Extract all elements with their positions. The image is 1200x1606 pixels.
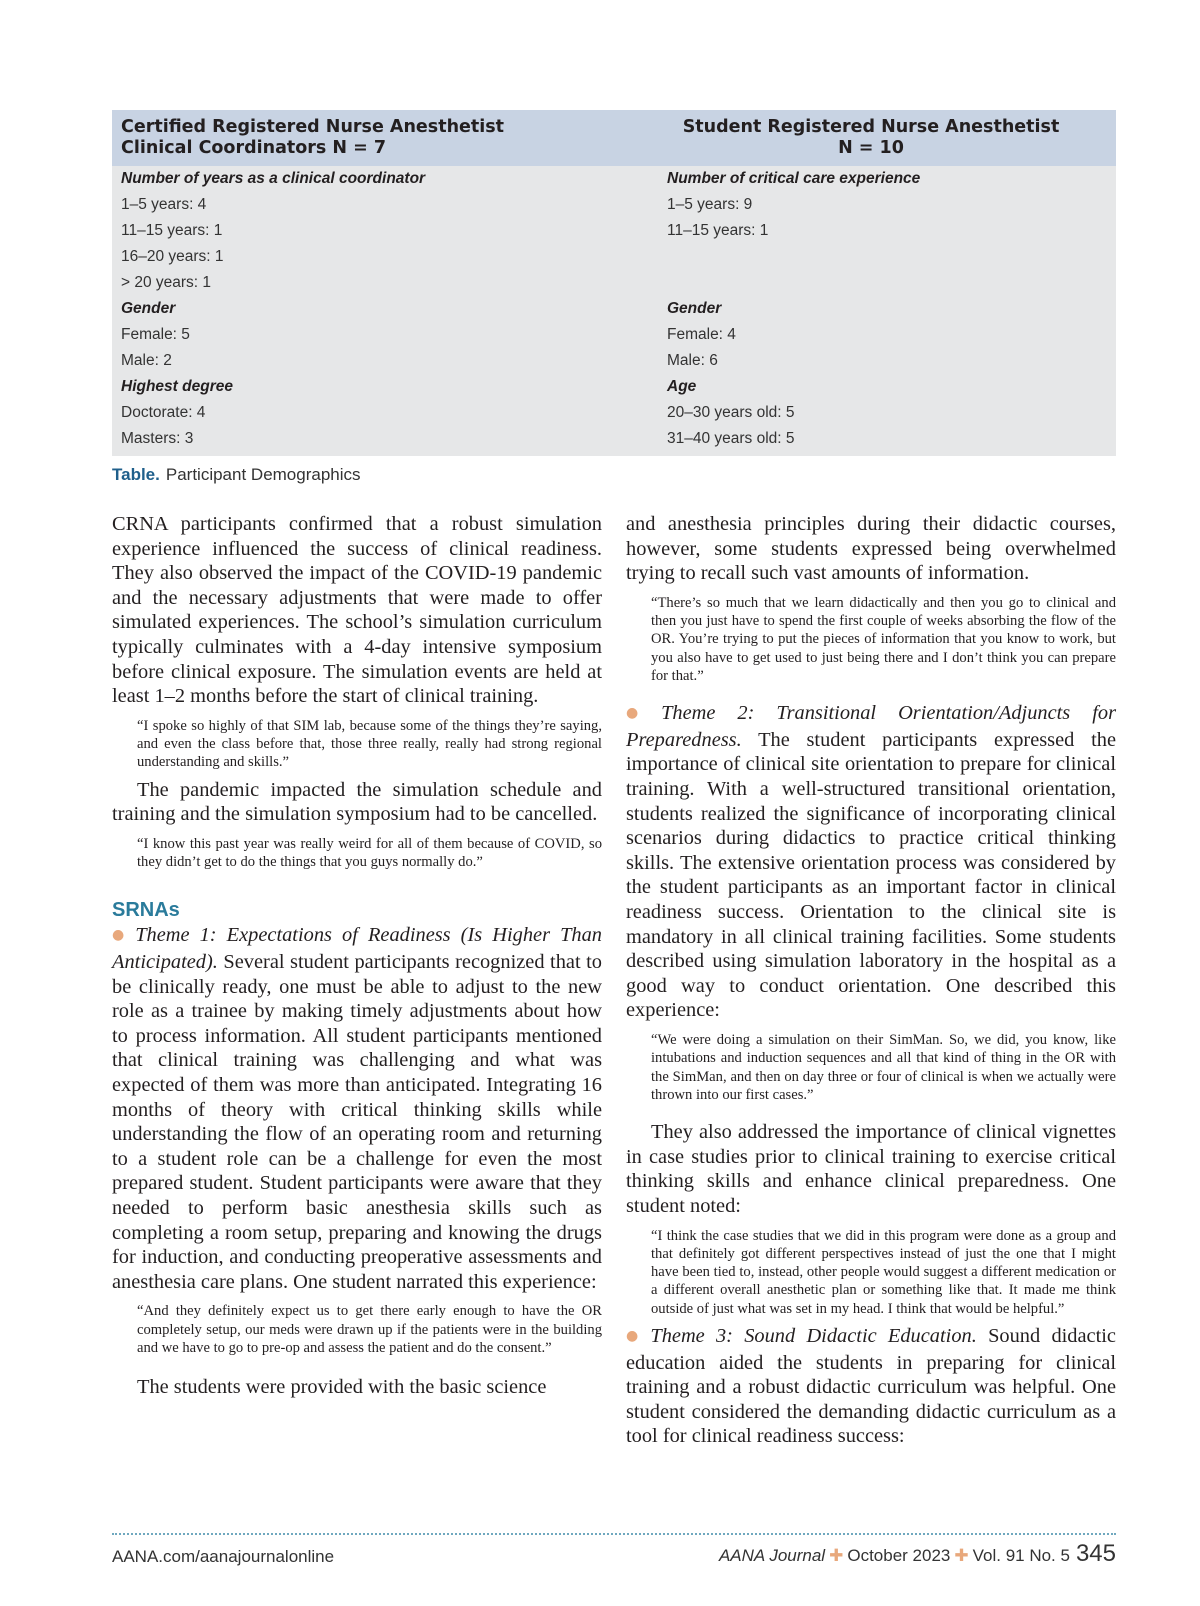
footer-url[interactable]: AANA.com/aanajournalonline (112, 1547, 335, 1566)
table-cell: 16–20 years: 1 (121, 248, 224, 265)
quote: “We were doing a simulation on their SimMan. So, we did, you know, like intubations and induction sequences and all that kind of thing in the OR with the SimMan, and then on day three or four of clinical is when we actually were thrown into our first cases.” (651, 1031, 1116, 1103)
bullet-icon: ● (112, 927, 130, 944)
quote: “And they definitely expect us to get there early enough to have the OR completely setup, our meds were drawn up if the patients were in the building and we have to go to pre-op and assess the patient and do the consent.” (137, 1303, 602, 1356)
quote: “There’s so much that we learn didactically and then you go to clinical and then you just have to spend the first couple of weeks absorbing the flow of the OR. You’re trying to put the pieces of information that you know to work, but you also have to get used to just being there and I don’t think you can prepare for that.” (651, 594, 1116, 684)
page-number: 345 (1075, 1540, 1116, 1567)
table-header-crna (121, 117, 641, 159)
table-cell: Highest degree (121, 378, 233, 395)
footer-citation (719, 1540, 1116, 1568)
paragraph: The students were provided with the basic science (137, 1376, 547, 1399)
table-column-crna (121, 166, 621, 452)
table-caption-label: Table. (112, 465, 160, 484)
table-cell: 20–30 years old: 5 (667, 404, 795, 421)
bullet-icon: ● (626, 1328, 645, 1345)
table-cell: Masters: 3 (121, 430, 194, 447)
footer-divider (112, 1533, 1116, 1535)
table-header-srna-line2: N = 10 (838, 138, 904, 158)
table-cell: Number of critical care experience (667, 170, 921, 187)
table-cell: 31–40 years old: 5 (667, 430, 795, 447)
theme-text: Sound didactic education aided the students in preparing for clinical training and a robust didactic curriculum was helpful. One student considered the demanding didactic curriculum as a tool for clinical readiness success: (626, 1325, 1116, 1448)
table-header-srna (632, 117, 1110, 159)
theme-paragraph (112, 923, 602, 1294)
paragraph: They also addressed the importance of clinical vignettes in case studies prior to clinical training to exercise critical thinking skills and enhance clinical preparedness. One student noted: (626, 1121, 1116, 1217)
table-cell (667, 270, 1107, 296)
table-cell: Male: 6 (667, 352, 718, 369)
table-header-crna-line1: Certified Registered Nurse Anesthetist (121, 117, 505, 137)
paragraph: CRNA participants confirmed that a robust simulation experience influenced the success of clinical readiness. They also observed the impact of the COVID-19 pandemic and the necessary adjustments that were made to offer simulated experiences. The school’s simulation curriculum typically culminates with a 4-day intensive symposium before clinical exposure. The simulation events are held at least 1–2 months before the start of clinical training. (112, 513, 602, 708)
table-cell: 1–5 years: 4 (121, 196, 207, 213)
table-cell (667, 244, 1107, 270)
plus-icon: ✚ (954, 1546, 969, 1565)
table-caption (112, 465, 361, 485)
paragraph: and anesthesia principles during their didactic courses, however, some students expressed being overwhelmed trying to recall such vast amounts of information. (626, 513, 1116, 585)
table-header-srna-line1: Student Registered Nurse Anesthetist (682, 117, 1060, 137)
table-cell: Age (667, 378, 697, 395)
theme-text: The student participants expressed the importance of clinical site orientation to prepare for clinical training. With a well-structured transitional orientation, students realized the significance of incorporating clinical scenarios during didactics to practice critical thinking skills. The extensive orientation process was considered by the student participants as an important factor in clinical readiness success. Orientation to the clinical site is mandatory in all clinical training facilities. Some students described using simulation laboratory in the hospital as a good way to conduct orientation. One described this experience: (626, 728, 1116, 1022)
quote: “I think the case studies that we did in this program were done as a group and that definitely got different perspectives instead of just the one that I might have been tied to, instead, other people would suggest a different medication or a different overall anesthetic plan or something like that. It made me think outside of just what was set in my head. I think that would be helpful.” (651, 1227, 1116, 1317)
theme-label: Theme 1: Expectations of Readiness (Is Higher Than Anticipated). (112, 924, 602, 974)
table-cell: Number of years as a clinical coordinator (121, 170, 426, 187)
theme-paragraph (626, 1324, 1116, 1449)
table-header (112, 110, 1116, 166)
quote: “I know this past year was really weird for all of them because of COVID, so they didn’t get to do the things that you guys normally do.” (137, 835, 602, 871)
theme-label: Theme 3: Sound Didactic Education. (650, 1325, 977, 1348)
table-cell: Male: 2 (121, 352, 172, 369)
table-header-crna-line2: Clinical Coordinators N = 7 (121, 138, 387, 158)
table-cell: Doctorate: 4 (121, 404, 206, 421)
body-column-left (112, 512, 602, 1400)
theme-label: Theme 2: Transitional Orientation/Adjuncts for Preparedness. (626, 702, 1117, 751)
table-cell: Gender (667, 300, 722, 317)
table-cell: Gender (121, 300, 176, 317)
footer-date: October 2023 (847, 1546, 951, 1565)
table-cell: 11–15 years: 1 (667, 222, 769, 239)
theme-text: Several student participants recognized that to be clinically ready, one must be able to adjust to the new role as a trainee by making timely adjustments about how to process information. All student participants mentioned that clinical training was challenging and what was expected of them was more than anticipated. Integrating 16 months of theory with critical thinking skills while understanding the flow of an operating room and returning to a student role can be a challenge for even the most prepared student. Student participants were aware that they needed to perform basic anesthesia skills such as completing a room setup, preparing and knowing the drugs for induction, and conducting preoperative assessments and anesthesia care plans. One student narrated this experience: (112, 951, 602, 1293)
table-cell: 1–5 years: 9 (667, 196, 753, 213)
section-heading: SRNAs (112, 899, 180, 922)
table-caption-text: Participant Demographics (165, 465, 361, 484)
table-cell: Female: 4 (667, 326, 736, 343)
table-column-srna (667, 166, 1107, 452)
bullet-icon: ● (626, 705, 656, 722)
footer-journal: AANA Journal (718, 1546, 826, 1565)
paragraph: The pandemic impacted the simulation schedule and training and the simulation symposium had to be cancelled. (112, 778, 602, 826)
quote: “I spoke so highly of that SIM lab, because some of the things they’re saying, and even the class before that, those three really, really had strong regional understanding and skills.” (137, 717, 602, 771)
theme-paragraph (626, 701, 1116, 1023)
table-cell: Female: 5 (121, 326, 190, 343)
table-cell: > 20 years: 1 (121, 274, 212, 291)
table-cell: 11–15 years: 1 (121, 222, 223, 239)
demographics-table (112, 110, 1116, 456)
body-column-right (626, 512, 1116, 1449)
plus-icon: ✚ (829, 1546, 844, 1565)
footer-volume: Vol. 91 No. 5 (972, 1546, 1070, 1565)
